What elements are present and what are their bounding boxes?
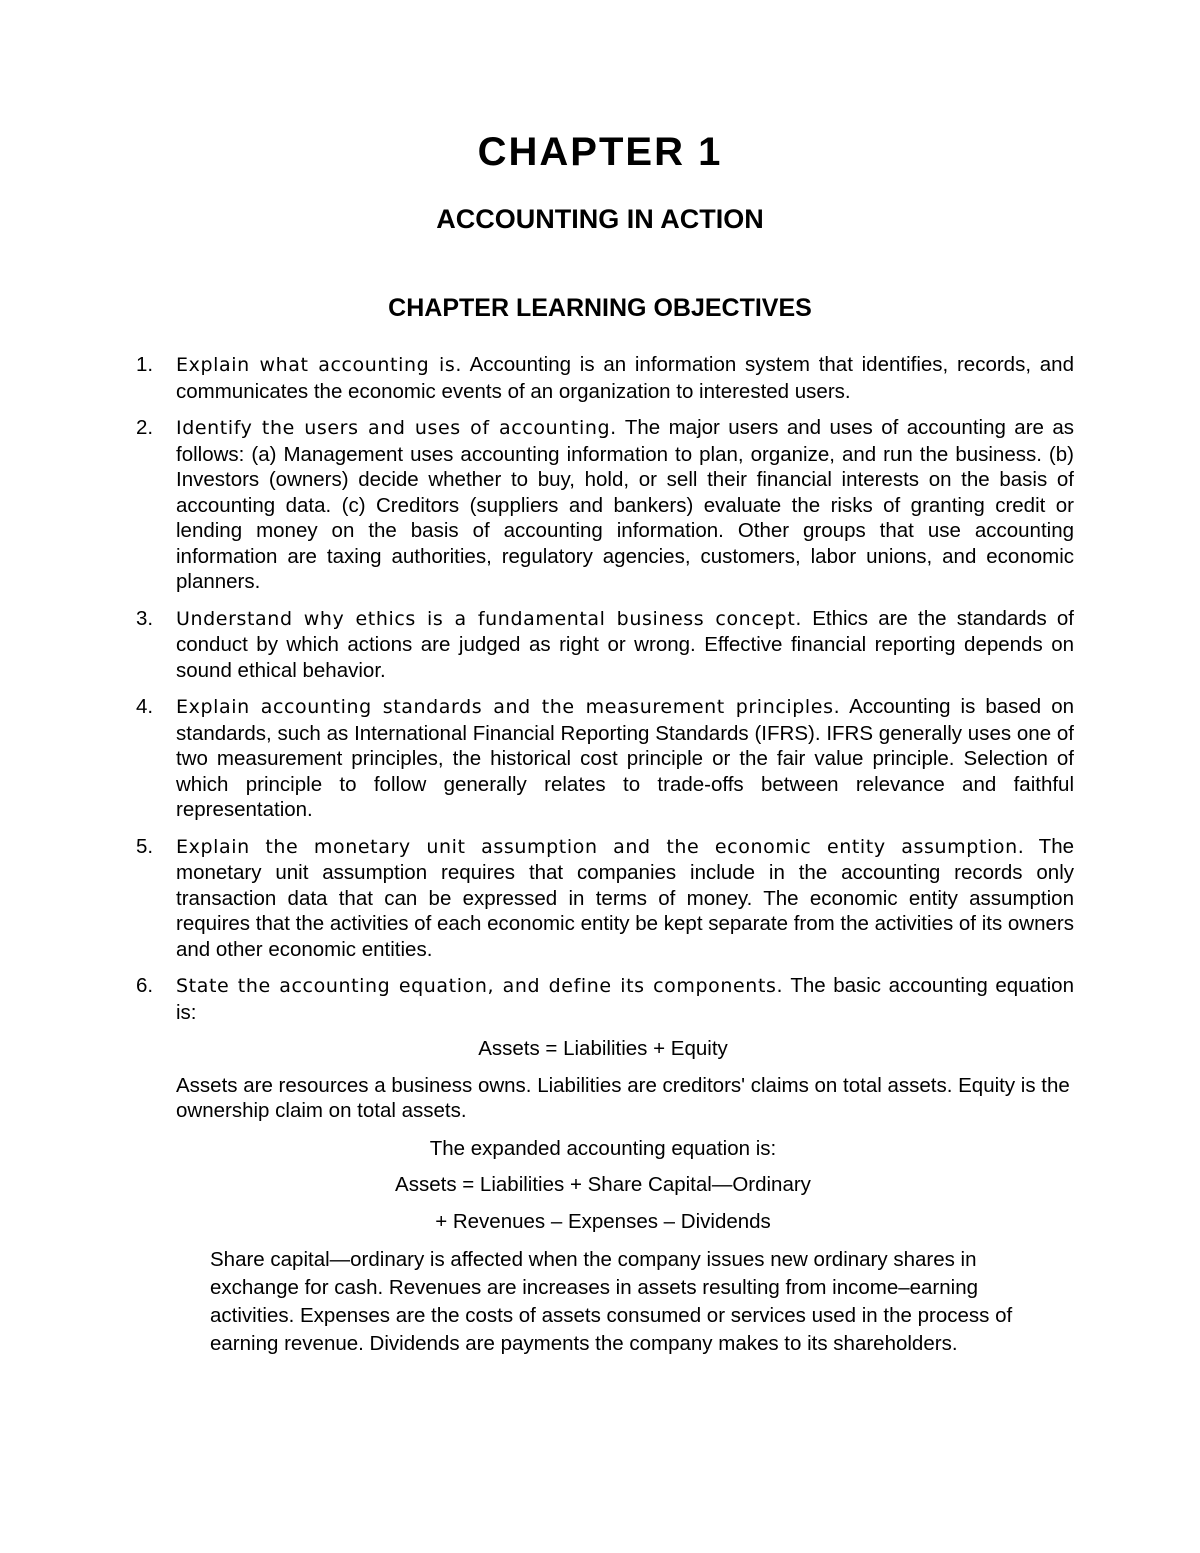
objective-text: Accounting is based on standards, such as International Financial Reporting Standards (IFRS). IFRS generally uses one of two measurement principles, the historical cost principle or the fair value principle. Selection of which principle to follow generally relates to trade-offs between relevance and faithful representation. [176,695,1074,821]
objective-lead: Understand why ethics is a fundamental business concept. [176,607,803,630]
objective-item-5 [132,834,1074,963]
chapter-title: ACCOUNTING IN ACTION [436,204,764,234]
learning-objectives-list [132,352,1074,1245]
objective-number: 5. [136,834,154,858]
expanded-equation-intro: The expanded accounting equation is: [429,1136,777,1160]
objective-item-4 [132,694,1074,823]
basic-equation: Assets = Liabilities + Equity [478,1037,728,1060]
objective-lead: State the accounting equation, and define its components. [176,975,784,997]
equation-definitions: Assets are resources a business owns. Liabilities are creditors' claims on total assets. Equity is the ownership claim on total assets. [176,1073,1070,1122]
objective-text: The basic accounting equation is: [176,974,1074,1024]
objective-item-3 [132,606,1074,684]
closing-paragraph: Share capital—ordinary is affected when the company issues new ordinary shares in exchange for cash. Revenues are increases in assets resulting from income–earning activities. Expenses are the costs of assets consumed or services used in the process of earning revenue. Dividends are payments the company makes to its shareholders. [210,1248,1013,1355]
expanded-equation-line-1: Assets = Liabilities + Share Capital—Ordinary [395,1173,811,1196]
objective-item-2 [132,415,1074,595]
objective-text: Ethics are the standards of conduct by which actions are judged as right or wrong. Effective financial reporting depends on sound ethical behavior. [176,606,1074,682]
objective-number: 1. [136,353,154,376]
expanded-equation-line-2: + Revenues – Expenses – Dividends [435,1209,771,1233]
objective-text: The monetary unit assumption requires that companies include in the accounting records only transaction data that can be expressed in terms of money. The economic entity assumption requires that the activities of each economic entity be kept separate from the activities of its owners and other economic entities. [176,834,1074,961]
objective-number: 6. [136,974,154,997]
objective-lead: Explain accounting standards and the measurement principles. [176,696,841,718]
objective-text: The major users and uses of accounting are as follows: (a) Management uses accounting information to plan, organize, and run the business. (b) Investors (owners) decide whether to buy, hold, or sell their financial interests on the basis of accounting data. (c) Creditors (suppliers and bankers) evaluate the risks of granting credit or lending money on the basis of accounting information. Other groups that use accounting information are taxing authorities, regulatory agencies, customers, labor unions, and economic planners. [176,416,1075,593]
objective-lead: Explain the monetary unit assumption and the economic entity assumption. [176,835,1025,858]
objective-text: Accounting is an information system that identifies, records, and communicates the economic events of an organization to interested users. [176,353,1074,403]
objective-lead: Identify the users and uses of accounting. [176,417,617,439]
objective-item-1 [132,352,1074,404]
objective-number: 3. [136,606,154,630]
objective-number: 2. [136,416,154,439]
objective-lead: Explain what accounting is. [176,354,462,376]
objective-number: 4. [136,695,154,718]
chapter-number: CHAPTER 1 [477,130,723,174]
section-title: CHAPTER LEARNING OBJECTIVES [388,294,812,322]
objective-item-6 [132,973,1074,1234]
